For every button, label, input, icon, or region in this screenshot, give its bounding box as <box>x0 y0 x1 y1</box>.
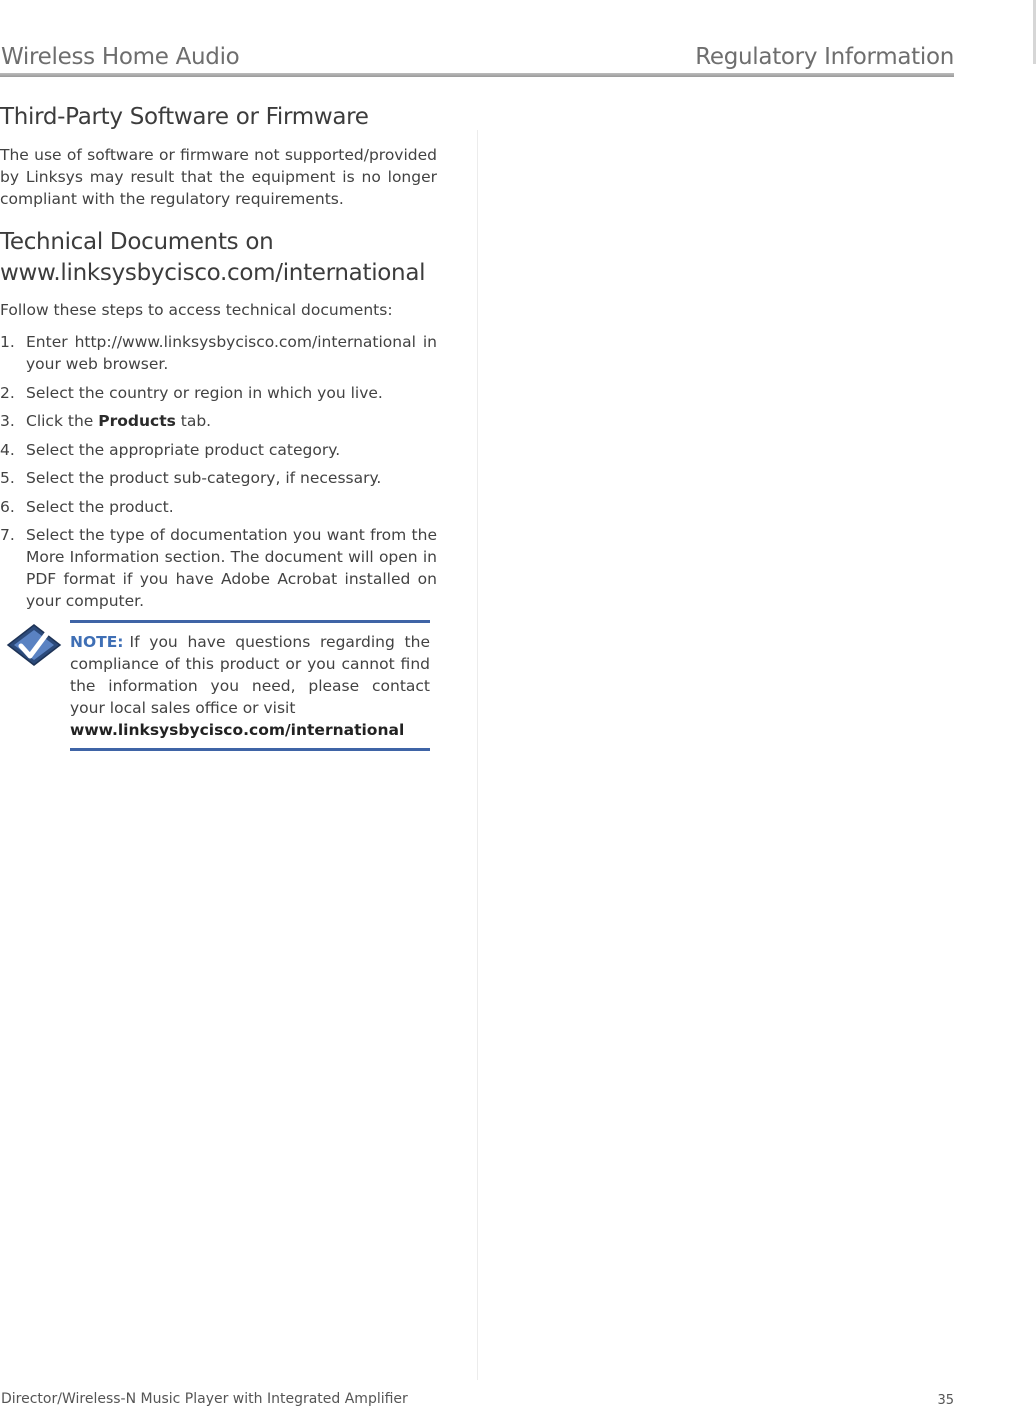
note-body: If you have questions regarding the compliance of this product or you cannot find the information you need, please contact your local sales office or visit <box>70 633 430 717</box>
note-box <box>0 620 430 752</box>
step-number: 2. <box>0 383 15 402</box>
step-text: Select the appropriate product category. <box>26 440 341 459</box>
step-text: Select the type of documentation you want from the More Information section. The document will open in PDF format if you have Adobe Acrobat installed on your computer. <box>26 526 437 610</box>
list-item <box>0 467 437 489</box>
step-number: 3. <box>0 412 15 430</box>
list-item <box>0 496 437 518</box>
section-body-third-party: The use of software or firmware not supported/provided by Linksys may result that the equipment is no longer compliant with the regulatory requirements. <box>0 146 437 208</box>
section-title-line2: www.linksysbycisco.com/international <box>0 260 426 286</box>
step-text-post: tab. <box>175 412 212 430</box>
steps-list <box>0 331 437 612</box>
section-title-line1: Technical Documents on <box>0 229 274 255</box>
list-item <box>0 382 437 404</box>
note-label: NOTE: <box>70 633 124 651</box>
footer-product-name: Director/Wireless-N Music Player with Integrated Amplifier <box>1 1391 408 1407</box>
checkmark-icon <box>6 622 62 668</box>
international-link[interactable]: www.linksysbycisco.com/international <box>70 721 405 739</box>
note-text <box>70 631 430 741</box>
step-text: Select the product. <box>26 497 174 516</box>
products-tab-label: Products <box>98 412 176 430</box>
page-number: 35 <box>937 1393 954 1408</box>
step-number: 4. <box>0 440 15 459</box>
header-divider <box>0 73 954 77</box>
column-divider <box>477 130 478 1380</box>
step-number: 7. <box>0 526 15 544</box>
list-item <box>0 331 437 375</box>
step-number: 6. <box>0 497 15 516</box>
step-text-pre: Click the <box>26 412 99 430</box>
step-text: Select the country or region in which you live. <box>26 383 383 402</box>
step-text: Enter http://www.linksysbycisco.com/international in your web browser. <box>26 333 437 373</box>
left-column <box>0 102 437 619</box>
step-number: 5. <box>0 469 15 487</box>
list-item <box>0 524 437 612</box>
list-item <box>0 410 437 432</box>
step-number: 1. <box>0 333 15 351</box>
section-title-third-party: Third-Party Software or Firmware <box>0 104 369 130</box>
header-section-title: Regulatory Information <box>695 44 954 70</box>
step-text: Select the product sub-category, if necessary. <box>26 469 382 487</box>
note-bottom-rule <box>70 748 430 751</box>
header-title: Wireless Home Audio <box>1 44 240 70</box>
list-item <box>0 439 437 461</box>
section-title-technical-documents <box>0 227 437 289</box>
steps-intro: Follow these steps to access technical documents: <box>0 301 393 319</box>
note-top-rule <box>70 620 430 623</box>
